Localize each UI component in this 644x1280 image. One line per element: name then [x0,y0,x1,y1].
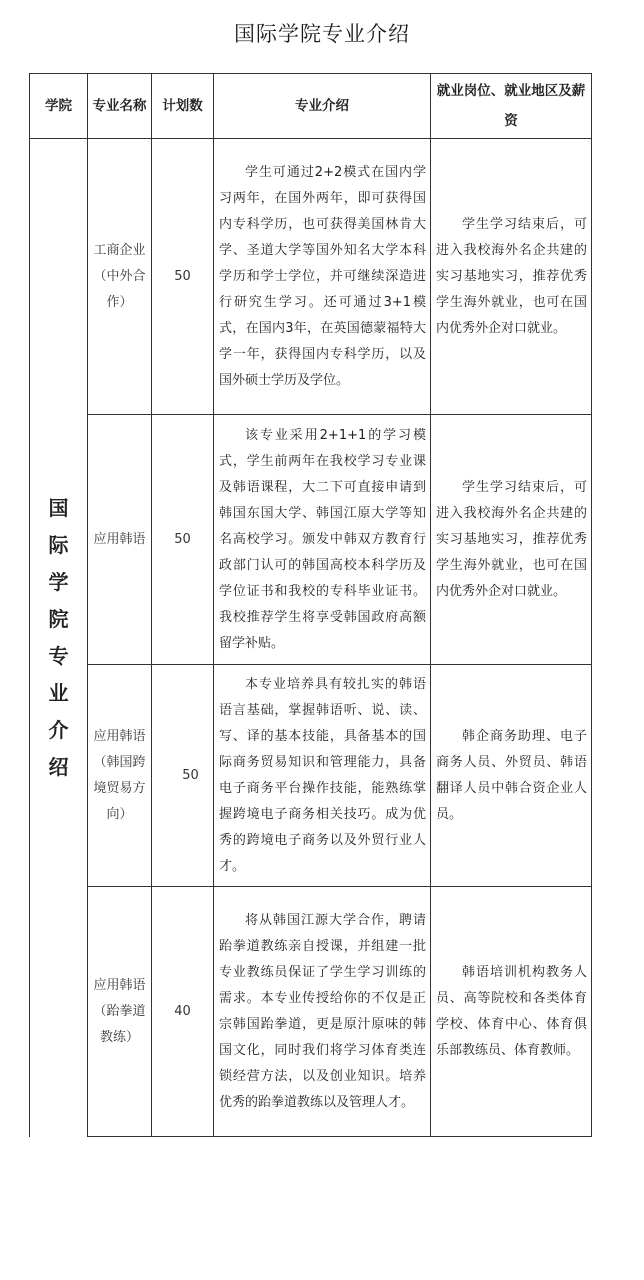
header-plan: 计划数 [152,74,214,139]
table-row [30,139,592,415]
college-name: 国际学院专业介绍 [48,495,69,779]
major-intro: 学生可通过2+2模式在国内学习两年，在国外两年，即可获得国内专科学历，也可获得美国林肯大学、圣道大学等国外知名大学本科学历和学士学位，并可继续深造进行研究生学习。还可通过3+1模式，在国内3年，在英国德蒙福特大学一年，获得国内专科学历，以及国外硕士学历及学位。 [214,139,431,415]
job-info: 韩语培训机构教务人员、高等院校和各类体育学校、体育中心、体育俱乐部教练员、体育教师。 [431,887,592,1137]
plan-count: 50 [152,415,214,665]
job-info: 韩企商务助理、电子商务人员、外贸员、韩语翻译人员中韩合资企业人员。 [431,665,592,887]
table-row [30,415,592,665]
major-intro: 本专业培养具有较扎实的韩语语言基础，掌握韩语听、说、读、写、译的基本技能，具备基本的国际商务贸易知识和管理能力，具备电子商务平台操作技能，能熟练掌握跨境电子商务相关技巧。成为优秀的跨境电子商务以及外贸行业人才。 [214,665,431,887]
major-name: 工商企业（中外合作） [88,139,152,415]
table-row [30,887,592,1137]
job-info: 学生学习结束后，可进入我校海外名企共建的实习基地实习，推荐优秀学生海外就业，也可在国内优秀外企对口就业。 [431,139,592,415]
job-info: 学生学习结束后，可进入我校海外名企共建的实习基地实习，推荐优秀学生海外就业，也可在国内优秀外企对口就业。 [431,415,592,665]
page-title: 国际学院专业介绍 [234,22,410,46]
major-name: 应用韩语 [88,415,152,665]
plan-count: 40 [152,887,214,1137]
plan-count: 50 [152,665,214,887]
major-intro: 将从韩国江源大学合作，聘请跆拳道教练亲自授课，并组建一批专业教练员保证了学生学习训练的需求。本专业传授给你的不仅是正宗韩国跆拳道，更是原汁原味的韩国文化，同时我们将学习体育类连锁经营方法，以及创业知识。培养优秀的跆拳道教练以及管理人才。 [214,887,431,1137]
plan-count: 50 [152,139,214,415]
header-major: 专业名称 [88,74,152,139]
table-row [30,665,592,887]
major-table [29,73,592,1137]
header-intro: 专业介绍 [214,74,431,139]
college-cell [30,139,88,1137]
major-intro: 该专业采用2+1+1的学习模式，学生前两年在我校学习专业课及韩语课程，大二下可直接申请到韩国东国大学、韩国江原大学等知名高校学习。颁发中韩双方教育行政部门认可的韩国高校本科学历及学位证书和我校的专科毕业证书。我校推荐学生将享受韩国政府高额留学补贴。 [214,415,431,665]
major-name: 应用韩语（韩国跨境贸易方向） [88,665,152,887]
header-college: 学院 [30,74,88,139]
header-job: 就业岗位、就业地区及薪资 [431,74,592,139]
major-name: 应用韩语（跆拳道教练） [88,887,152,1137]
header-row [30,74,592,139]
